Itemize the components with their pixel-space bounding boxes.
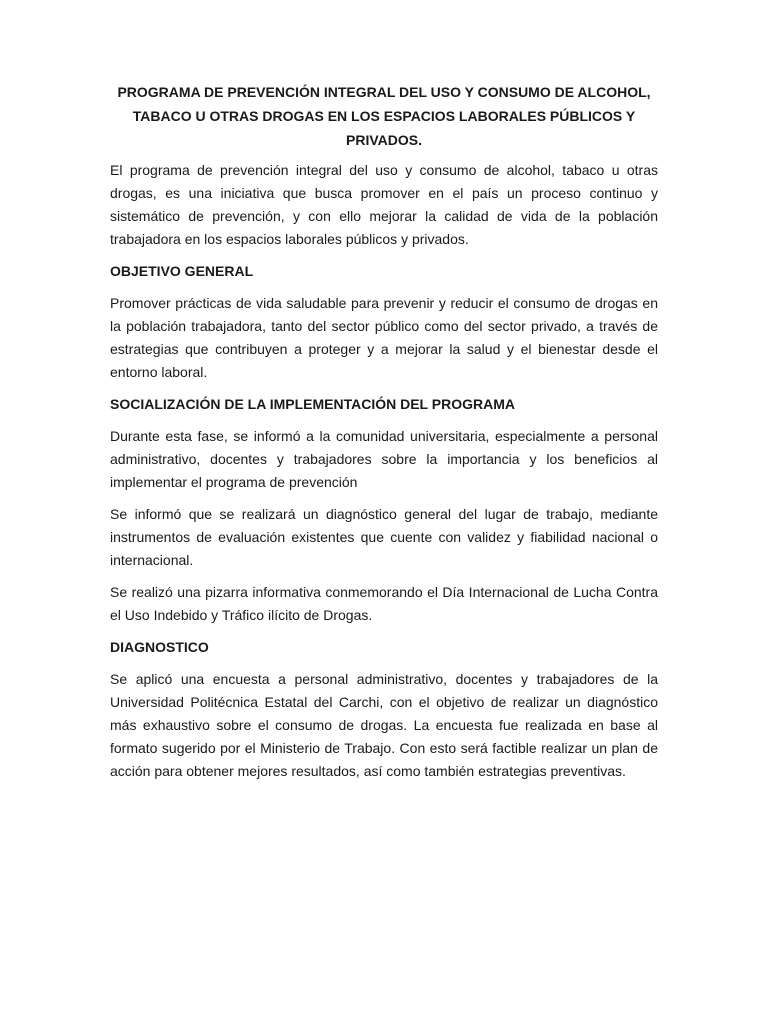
section-heading-objetivo: OBJETIVO GENERAL	[110, 263, 254, 279]
section-heading-diagnostico: DIAGNOSTICO	[110, 639, 209, 655]
title-line-1: PROGRAMA DE PREVENCIÓN INTEGRAL DEL USO Y CONSUMO DE ALCOHOL,	[117, 84, 651, 100]
socializacion-paragraph-3: Se realizó una pizarra informativa conmemorando el Día Internacional de Lucha Contra el Uso Indebido y Tráfico ilícito de Drogas.	[110, 584, 658, 623]
socializacion-paragraph-1: Durante esta fase, se informó a la comunidad universitaria, especialmente a personal administrativo, docentes y trabajadores sobre la importancia y los beneficios al implementar el programa de prevención	[110, 428, 658, 490]
diagnostico-paragraph: Se aplicó una encuesta a personal administrativo, docentes y trabajadores de la Universidad Politécnica Estatal del Carchi, con el objetivo de realizar un diagnóstico más exhaustivo sobre el consumo de drogas. La encuesta fue realizada en base al formato sugerido por el Ministerio de Trabajo. Con esto será factible realizar un plan de acción para obtener mejores resultados, así como también estrategias preventivas.	[110, 671, 658, 779]
document-title	[110, 80, 658, 152]
objetivo-paragraph: Promover prácticas de vida saludable para prevenir y reducir el consumo de drogas en la población trabajadora, tanto del sector público como del sector privado, a través de estrategias que contribuyen a proteger y a mejorar la salud y el bienestar desde el entorno laboral.	[110, 295, 658, 380]
document-page	[110, 80, 658, 792]
section-heading-socializacion: SOCIALIZACIÓN DE LA IMPLEMENTACIÓN DEL PROGRAMA	[110, 396, 515, 412]
title-line-3: PRIVADOS.	[346, 132, 422, 148]
title-line-2: TABACO U OTRAS DROGAS EN LOS ESPACIOS LABORALES PÚBLICOS Y	[132, 108, 636, 124]
socializacion-paragraph-2: Se informó que se realizará un diagnóstico general del lugar de trabajo, mediante instrumentos de evaluación existentes que cuente con validez y fiabilidad nacional o internacional.	[110, 506, 658, 568]
intro-paragraph: El programa de prevención integral del uso y consumo de alcohol, tabaco u otras drogas, es una iniciativa que busca promover en el país un proceso continuo y sistemático de prevención, y con ello mejorar la calidad de vida de la población trabajadora en los espacios laborales públicos y privados.	[110, 162, 658, 247]
